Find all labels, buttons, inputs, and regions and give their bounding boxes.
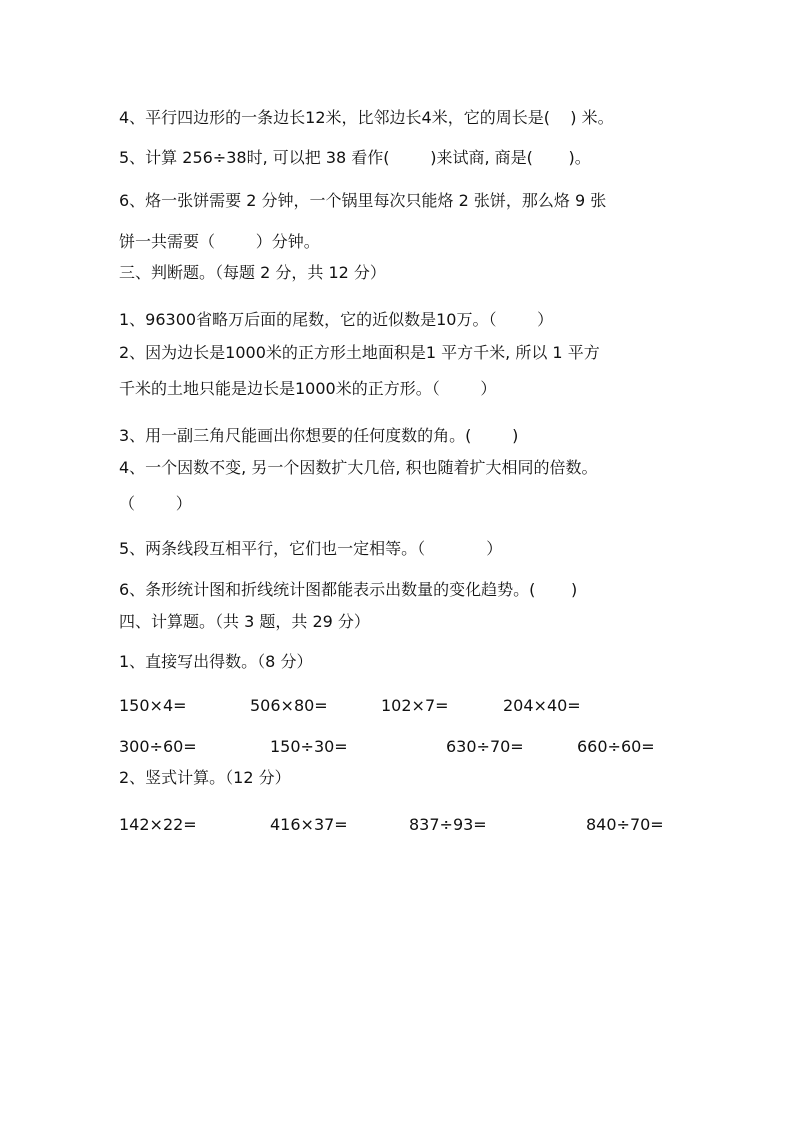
vertical-calc-item: 837÷93= [409,815,487,834]
fill-blank-item-6-cont: 饼一共需要（ ）分钟。 [119,232,320,251]
judge-item-6: 6、条形统计图和折线统计图都能表示出数量的变化趋势。( ) [119,580,578,599]
direct-calc-item: 300÷60= [119,737,197,756]
direct-calc-item: 660÷60= [577,737,655,756]
judge-item-5: 5、两条线段互相平行，它们也一定相等。（ ） [119,539,503,558]
vertical-calc-item: 142×22= [119,815,197,834]
fill-blank-item-6: 6、烙一张饼需要 2 分钟，一个锅里每次只能烙 2 张饼，那么烙 9 张 [119,191,607,210]
judge-item-2: 2、因为边长是1000米的正方形土地面积是1 平方千米, 所以 1 平方 [119,343,600,362]
judge-item-2-cont: 千米的土地只能是边长是1000米的正方形。（ ） [119,379,497,398]
section-4-title: 四、计算题。（共 3 题，共 29 分） [119,612,370,631]
judge-item-4: 4、一个因数不变, 另一个因数扩大几倍, 积也随着扩大相同的倍数。 [119,458,598,477]
direct-calc-item: 630÷70= [446,737,524,756]
vertical-calc-item: 840÷70= [586,815,664,834]
direct-calc-item: 506×80= [250,696,328,715]
direct-calc-item: 150÷30= [270,737,348,756]
fill-blank-item-5: 5、计算 256÷38时, 可以把 38 看作( )来试商, 商是( )。 [119,148,591,167]
direct-calc-item: 150×4= [119,696,187,715]
direct-calc-item: 204×40= [503,696,581,715]
direct-calc-title: 1、直接写出得数。（8 分） [119,652,313,671]
fill-blank-item-4: 4、平行四边形的一条边长12米，比邻边长4米，它的周长是( ) 米。 [119,108,614,127]
judge-item-3: 3、用一副三角尺能画出你想要的任何度数的角。( ) [119,426,519,445]
vertical-calc-title: 2、竖式计算。（12 分） [119,768,291,787]
section-3-title: 三、判断题。（每题 2 分，共 12 分） [119,263,386,282]
direct-calc-item: 102×7= [381,696,449,715]
judge-item-1: 1、96300省略万后面的尾数，它的近似数是10万。（ ） [119,310,554,329]
judge-item-4-cont: （ ） [119,494,192,513]
vertical-calc-item: 416×37= [270,815,348,834]
